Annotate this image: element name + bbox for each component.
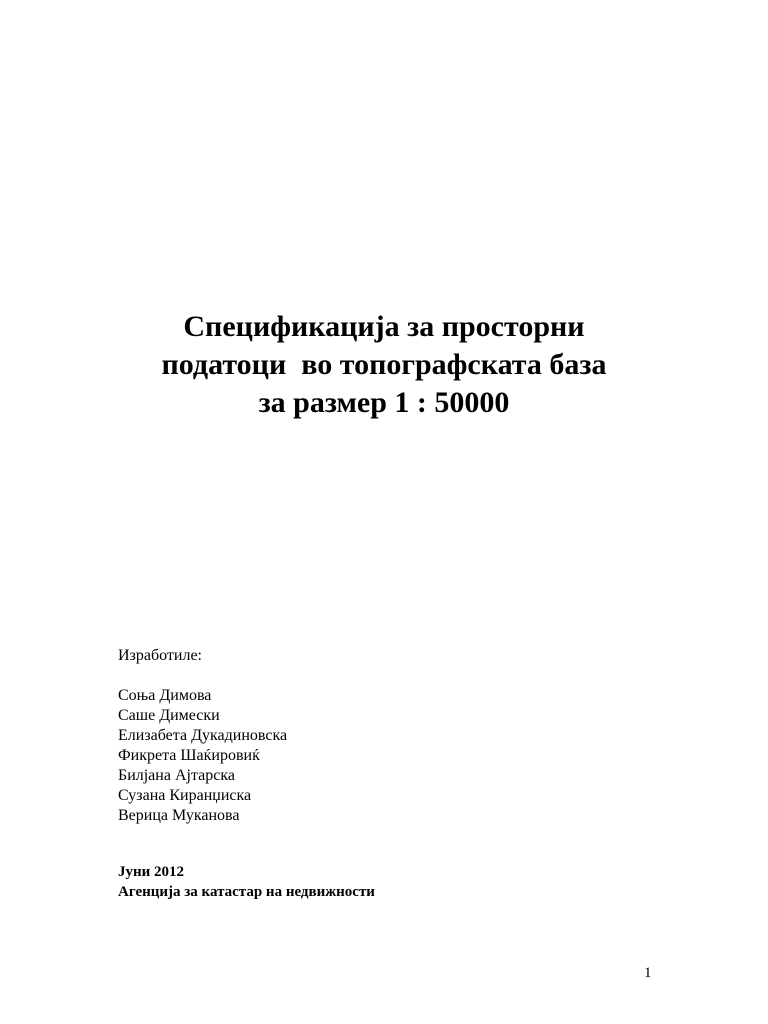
title-line-3: за размер 1 : 50000	[258, 386, 510, 419]
title-line-2: податоци во топографската база	[161, 348, 607, 381]
author-name: Саше Димески	[118, 707, 220, 724]
author-name: Верица Муканова	[118, 807, 240, 824]
author-name: Соња Димова	[118, 687, 212, 704]
document-title	[0, 308, 768, 422]
author-name: Билјана Ајтарска	[118, 767, 235, 784]
author-name: Сузана Киранџиска	[118, 787, 252, 804]
authors-section	[118, 646, 287, 826]
footer-section	[118, 862, 375, 902]
authors-label: Изработиле:	[118, 647, 202, 664]
author-name: Елизабета Дукадиновска	[118, 727, 288, 744]
title-line-1: Спецификација за просторни	[183, 310, 585, 343]
publication-date: Јуни 2012	[118, 864, 185, 880]
author-name: Фикрета Шаќировиќ	[118, 747, 260, 764]
page-number: 1	[644, 965, 652, 981]
organization-name: Агенција за катастар на недвижности	[118, 884, 375, 900]
